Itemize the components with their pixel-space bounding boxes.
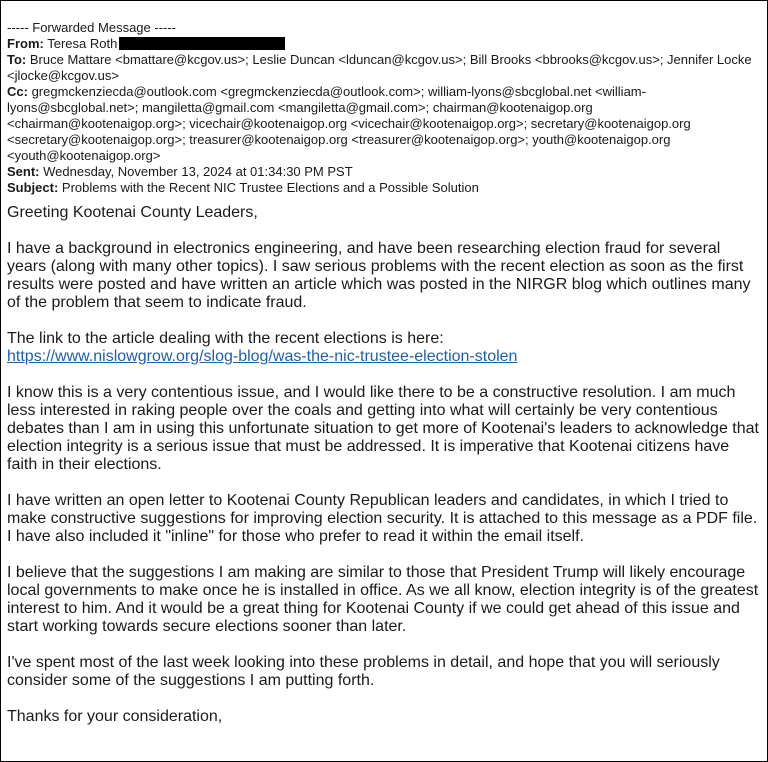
redacted-email-block	[119, 37, 285, 50]
body-paragraph-research: I've spent most of the last week looking into these problems in detail, and hope that you will seriously consider some of the suggestions I am putting forth.	[7, 654, 720, 689]
cc-recipients-line-4: <secretary@kootenaigop.org>; treasurer@kootenaigop.org <treasurer@kootenaigop.org>; youth@kootenaigop.org	[7, 132, 671, 147]
forwarded-message-header: ----- Forwarded Message -----	[7, 20, 177, 35]
sent-value: Wednesday, November 13, 2024 at 01:34:30 PM PST	[43, 164, 353, 179]
body-paragraph-background: I have a background in electronics engineering, and have been researching election fraud for several years (along with many other topics). I saw serious problems with the recent election as soon as the first results were posted and have written an article which was posted in the NIRGR blog which outlines many of the problem that seem to indicate fraud.	[7, 240, 751, 311]
to-row-continued: <jlocke@kcgov.us>	[7, 68, 119, 83]
body-paragraph-open-letter: I have written an open letter to Kootenai County Republican leaders and candidates, in which I tried to make constructive suggestions for improving election security. It is attached to this message as a PDF file. I have also included it "inline" for those who prefer to read it within the email itself.	[7, 492, 758, 545]
subject-row	[7, 180, 759, 196]
email-headers	[7, 20, 759, 196]
from-name: Teresa Roth	[47, 36, 118, 51]
email-body	[7, 204, 759, 744]
cc-recipients-line-5: <youth@kootenaigop.org>	[7, 148, 161, 163]
sent-row	[7, 164, 759, 180]
greeting: Greeting Kootenai County Leaders,	[7, 204, 258, 221]
sent-label: Sent:	[7, 164, 40, 179]
cc-recipients-line-3: <chairman@kootenaigop.org>; vicechair@kootenaigop.org <vicechair@kootenaigop.org>; secretary@kootenaigop.org	[7, 116, 691, 131]
body-paragraph-resolution: I know this is a very contentious issue, and I would like there to be a constructive resolution. I am much less interested in raking people over the coals and getting into what will certainly be very contentious debates than I am in using this unfortunate situation to get more of Kootenai's leaders to acknowledge that election integrity is a serious issue that must be addressed. It is imperative that Kootenai citizens have faith in their elections.	[7, 384, 759, 473]
from-row	[7, 36, 759, 52]
cc-label: Cc:	[7, 84, 28, 99]
link-intro: The link to the article dealing with the recent elections is here:	[7, 330, 444, 347]
cc-row	[7, 84, 759, 100]
to-row	[7, 52, 759, 68]
subject-label: Subject:	[7, 180, 59, 195]
from-label: From:	[7, 36, 44, 51]
cc-recipients-line-1: gregmckenziecda@outlook.com <gregmckenziecda@outlook.com>; william-lyons@sbcglobal.net <william-	[31, 84, 646, 99]
body-paragraph-suggestions: I believe that the suggestions I am making are similar to those that President Trump will likely encourage local governments to make once he is installed in office. As we all know, election integrity is of the greatest interest to him. And it would be a great thing for Kootenai County if we could get ahead of this issue and start working towards secure elections sooner than later.	[7, 564, 759, 635]
cc-recipients-line-2: lyons@sbcglobal.net>; mangiletta@gmail.com <mangiletta@gmail.com>; chairman@kootenaigop.org	[7, 100, 593, 115]
to-label: To:	[7, 52, 27, 67]
to-recipients: Bruce Mattare <bmattare@kcgov.us>; Leslie Duncan <lduncan@kcgov.us>; Bill Brooks <bbrooks@kcgov.us>; Jennifer Locke	[29, 52, 752, 67]
subject-value: Problems with the Recent NIC Trustee Elections and a Possible Solution	[61, 180, 479, 195]
article-link[interactable]: https://www.nislowgrow.org/slog-blog/was-the-nic-trustee-election-stolen	[7, 348, 518, 365]
closing: Thanks for your consideration,	[7, 708, 223, 725]
body-paragraph-link	[7, 330, 759, 366]
